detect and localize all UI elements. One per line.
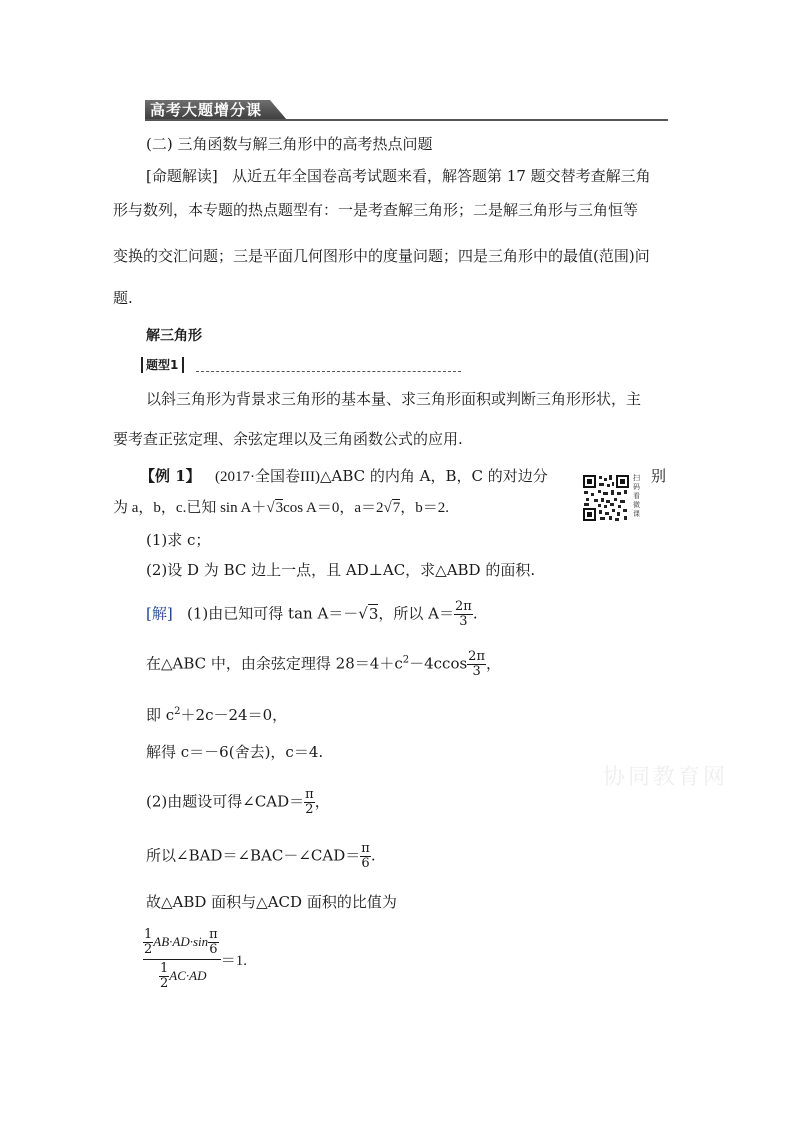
- solution-line5: [146, 788, 330, 817]
- solution-line3-text: 即 c: [146, 706, 175, 724]
- type-label: 题型1: [141, 357, 184, 373]
- solution-line2: [146, 650, 501, 679]
- example-stem-line1: [140, 466, 548, 487]
- sqrt-7-value: 7: [392, 500, 401, 516]
- example-line2-part3: ，b＝2.: [400, 500, 449, 516]
- fraction-denominator: 2: [144, 942, 153, 957]
- fraction-denominator: 3: [472, 664, 481, 679]
- fraction-numerator: 1: [160, 961, 169, 976]
- intro-line2: 形与数列，本专题的热点题型有：一是考查解三角形；二是解三角形与三角恒等: [113, 201, 639, 219]
- big-fraction: [143, 928, 221, 991]
- example-label: 【例 1】: [140, 467, 201, 485]
- fraction-2pi-3-cos: [467, 650, 486, 679]
- qr-caption: 扫码看微课: [633, 474, 640, 518]
- fraction-half: [159, 962, 169, 991]
- qr-code-image: [582, 474, 630, 522]
- fraction-numerator: 2π: [455, 599, 472, 614]
- radical-sign: √: [383, 500, 392, 516]
- solution-line2-end: ，: [486, 654, 502, 673]
- ratio-result: ＝1.: [220, 953, 247, 969]
- solution-line1-text: (1)由已知可得 tan A＝－: [187, 604, 359, 623]
- intro-label: [命题解读]: [146, 167, 218, 185]
- example-line2-part2: cos A＝0，a＝2: [283, 500, 384, 516]
- section-title: (二) 三角函数与解三角形中的高考热点问题: [146, 135, 433, 153]
- example-stem-tail: 别: [651, 467, 667, 485]
- fraction-denominator: 2: [160, 976, 169, 991]
- fraction-half: [143, 928, 153, 957]
- sqrt-3-solution: 3: [368, 604, 379, 623]
- type-desc-line2: 要考查正弦定理、余弦定理以及三角函数公式的应用.: [113, 430, 463, 448]
- fraction-numerator: 2π: [468, 649, 485, 664]
- radical-sign: √: [266, 500, 275, 516]
- area-ratio-expression: [143, 928, 247, 991]
- fraction-pi-6-small: [208, 928, 219, 957]
- example-source: (2017·全国卷III): [214, 469, 320, 485]
- example-question2: (2)设 D 为 BC 边上一点，且 AD⊥AC，求△ABD 的面积.: [146, 561, 536, 579]
- solution-line4: 解得 c＝－6(舍去)，c＝4.: [146, 743, 324, 761]
- solution-line3: [146, 702, 287, 725]
- fraction-pi-6: [360, 842, 371, 871]
- sqrt-3-value: 3: [275, 500, 284, 516]
- exponent: 2: [174, 706, 181, 717]
- fraction-numerator: 1: [144, 927, 153, 942]
- fraction-denominator: 6: [361, 856, 370, 871]
- solution-line1-end: .: [472, 604, 478, 623]
- exponent: 2: [402, 654, 410, 666]
- intro-line1: 从近五年全国卷高考试题来看，解答题第 17 题交替考查解三角: [232, 167, 651, 185]
- solution-line6-text: 所以∠BAD＝∠BAC－∠CAD＝: [146, 846, 361, 865]
- type-dashed-rule: [196, 371, 461, 372]
- solution-line2-text: 在△ABC 中，由余弦定理得 28＝4＋c: [146, 654, 403, 673]
- numerator-text: AB·AD·sin: [153, 934, 209, 949]
- fraction-numerator: π: [361, 841, 370, 856]
- solution-label: [解]: [146, 604, 173, 623]
- intro-first-line: [146, 166, 651, 186]
- example-stem-line2: [113, 498, 449, 518]
- big-fraction-numerator: [143, 928, 221, 960]
- fraction-pi-2: [304, 788, 315, 817]
- big-fraction-denominator: [143, 960, 221, 991]
- fraction-denominator: 2: [305, 802, 314, 817]
- banner-rule: [145, 119, 668, 121]
- solution-line1: [146, 600, 478, 629]
- solution-line6-end: .: [370, 846, 376, 865]
- solution-line5-end: ，: [314, 792, 330, 811]
- fraction-2pi-3: [454, 600, 473, 629]
- denominator-text: AC·AD: [169, 968, 207, 983]
- fraction-denominator: 3: [459, 614, 468, 629]
- watermark-text: 协同教育网: [603, 765, 729, 790]
- intro-line3: 变换的交汇问题；三是平面几何图形中的度量问题；四是三角形中的最值(范围)问: [113, 247, 650, 265]
- banner-title: 高考大题增分课: [150, 101, 263, 119]
- solution-line1-mid: ，所以 A＝: [378, 604, 454, 623]
- example-line2-part1: 为 a，b，c.已知 sin A＋: [113, 500, 267, 516]
- example-question1: (1)求 c；: [146, 531, 211, 549]
- fraction-numerator: π: [305, 787, 314, 802]
- solution-line7: 故△ABD 面积与△ACD 面积的比值为: [146, 893, 397, 911]
- solution-line2-mid: －4ccos: [409, 654, 468, 673]
- type-desc-line1: 以斜三角形为背景求三角形的基本量、求三角形面积或判断三角形形状，主: [146, 390, 642, 408]
- solution-line3-rest: ＋2c－24＝0，: [180, 706, 288, 724]
- fraction-numerator: π: [209, 927, 218, 942]
- example-stem: △ABC 的内角 A，B，C 的对边分: [319, 467, 548, 485]
- radical-sign: √: [358, 604, 368, 623]
- solution-line6: [146, 842, 376, 871]
- intro-line4: 题.: [113, 289, 133, 307]
- solution-line5-text: (2)由题设可得∠CAD＝: [146, 792, 305, 811]
- topic-title: 解三角形: [146, 328, 202, 344]
- fraction-denominator: 6: [209, 942, 218, 957]
